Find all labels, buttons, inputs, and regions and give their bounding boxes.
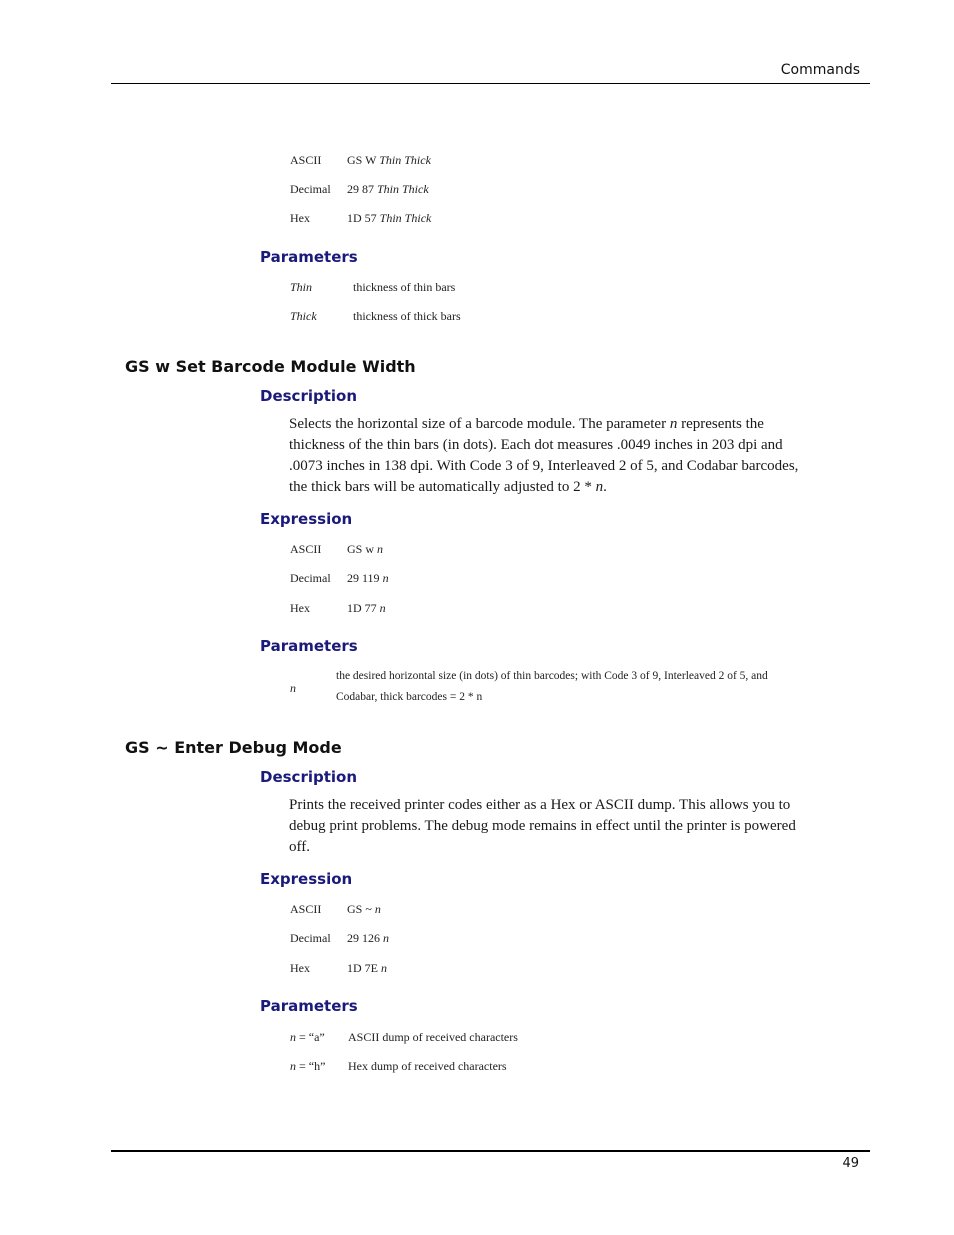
expr-label-decimal: Decimal <box>290 182 331 196</box>
param-name-n-a: n = “a” <box>290 1030 325 1044</box>
description-heading: Description <box>260 768 358 786</box>
param-name-n: n <box>290 681 296 695</box>
expr-value-hex: 1D 7E n <box>347 961 387 975</box>
description-paragraph <box>289 414 849 498</box>
parameters-heading: Parameters <box>260 637 358 655</box>
section-title-gs-tilde: GS ~ Enter Debug Mode <box>125 738 342 757</box>
expr-label-decimal: Decimal <box>290 571 331 585</box>
section-title-gs-w: GS w Set Barcode Module Width <box>125 357 416 376</box>
expr-value-decimal: 29 87 Thin Thick <box>347 182 429 196</box>
description-line: .0073 inches in 138 dpi. With Code 3 of 9, Interleaved 2 of 5, and Codabar barcodes, <box>289 458 799 474</box>
expr-label-ascii: ASCII <box>290 902 322 916</box>
expr-value-ascii: GS w n <box>347 542 384 556</box>
expr-label-ascii: ASCII <box>290 153 322 167</box>
footer-rule <box>111 1150 870 1152</box>
param-desc-n-line1: the desired horizontal size (in dots) of thin barcodes; with Code 3 of 9, Interleaved 2 of 5, and <box>336 670 768 682</box>
description-line: thickness of the thin bars (in dots). Each dot measures .0049 inches in 203 dpi and <box>289 437 783 453</box>
param-desc-thin: thickness of thin bars <box>353 280 456 294</box>
description-heading: Description <box>260 387 358 405</box>
param-name-n-h: n = “h” <box>290 1059 326 1073</box>
expr-value-decimal: 29 119 n <box>347 571 389 585</box>
description-line: Selects the horizontal size of a barcode module. The parameter n represents the <box>289 416 764 432</box>
description-line: off. <box>289 839 310 855</box>
expr-label-decimal: Decimal <box>290 931 331 945</box>
expr-label-ascii: ASCII <box>290 542 322 556</box>
expr-value-ascii: GS ~ n <box>347 902 381 916</box>
description-line: debug print problems. The debug mode remains in effect until the printer is powered <box>289 818 796 834</box>
expr-value-hex: 1D 57 Thin Thick <box>347 211 432 225</box>
expr-label-hex: Hex <box>290 601 310 615</box>
expression-heading: Expression <box>260 870 353 888</box>
header-rule <box>111 83 870 84</box>
param-name-thin: Thin <box>290 280 313 294</box>
expr-value-hex: 1D 77 n <box>347 601 386 615</box>
description-paragraph <box>289 795 849 858</box>
description-line: the thick bars will be automatically adjusted to 2 * n. <box>289 479 607 495</box>
param-desc-thick: thickness of thick bars <box>353 309 461 323</box>
description-line: Prints the received printer codes either as a Hex or ASCII dump. This allows you to <box>289 797 791 813</box>
expr-value-ascii: GS W Thin Thick <box>347 153 431 167</box>
param-desc-n-line2: Codabar, thick barcodes = 2 * n <box>336 691 483 703</box>
expr-label-hex: Hex <box>290 211 310 225</box>
expr-value-decimal: 29 126 n <box>347 931 389 945</box>
parameters-heading: Parameters <box>260 248 358 266</box>
param-name-thick: Thick <box>290 309 317 323</box>
param-desc-n-h: Hex dump of received characters <box>348 1059 507 1073</box>
expression-heading: Expression <box>260 510 353 528</box>
expr-label-hex: Hex <box>290 961 310 975</box>
parameters-heading: Parameters <box>260 997 358 1015</box>
param-desc-n-a: ASCII dump of received characters <box>348 1030 518 1044</box>
running-header: Commands <box>780 62 860 78</box>
page-number: 49 <box>842 1156 859 1171</box>
